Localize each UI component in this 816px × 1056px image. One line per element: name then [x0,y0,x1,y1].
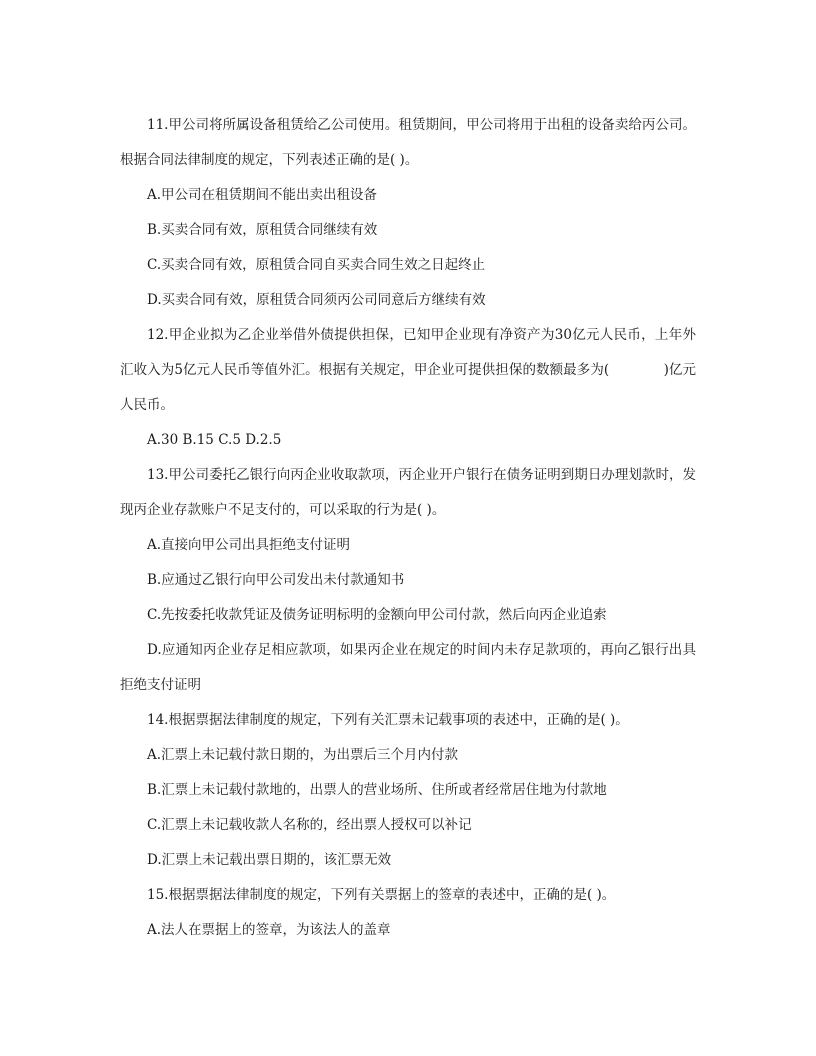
question-11-option-d: D.买卖合同有效，原租赁合同须丙公司同意后方继续有效 [147,292,486,308]
question-12-stem: 12.甲企业拟为乙企业举借外债提供担保，已知甲企业现有净资产为30亿元人民币，上年外汇收入为5亿元人民币等值外汇。根据有关规定，甲企业可提供担保的数额最多为( )亿元人民币。 [120,327,696,413]
question-13-option-d: D.应通知丙企业存足相应款项，如果丙企业在规定的时间内未存足款项的，再向乙银行出具拒绝支付证明 [120,642,696,693]
question-12-options: A.30 B.15 C.5 D.2.5 [147,432,282,448]
question-11-option-c: C.买卖合同有效，原租赁合同自买卖合同生效之日起终止 [147,257,486,273]
question-14-stem: 14.根据票据法律制度的规定，下列有关汇票未记载事项的表述中，正确的是( )。 [147,712,629,728]
question-13-option-a: A.直接向甲公司出具拒绝支付证明 [147,537,351,553]
question-13-option-c: C.先按委托收款凭证及债务证明标明的金额向甲公司付款，然后向丙企业追索 [147,607,607,623]
question-15-option-a: A.法人在票据上的签章，为该法人的盖章 [147,922,391,938]
question-13-option-b: B.应通过乙银行向甲公司发出未付款通知书 [147,572,405,588]
question-14-option-a: A.汇票上未记载付款日期的，为出票后三个月内付款 [147,747,459,763]
question-14-option-b: B.汇票上未记载付款地的，出票人的营业场所、住所或者经常居住地为付款地 [147,782,607,798]
question-11-option-a: A.甲公司在租赁期间不能出卖出租设备 [147,187,378,203]
question-15-stem: 15.根据票据法律制度的规定，下列有关票据上的签章的表述中，正确的是( )。 [147,887,616,903]
question-14-option-d: D.汇票上未记载出票日期的，该汇票无效 [147,852,392,868]
question-14-option-c: C.汇票上未记载收款人名称的，经出票人授权可以补记 [147,817,472,833]
question-11-stem: 11.甲公司将所属设备租赁给乙公司使用。租赁期间，甲公司将用于出租的设备卖给丙公司。根据合同法律制度的规定，下列表述正确的是( )。 [120,117,696,168]
document-body [120,108,696,948]
question-11-option-b: B.买卖合同有效，原租赁合同继续有效 [147,222,378,238]
question-13-stem: 13.甲公司委托乙银行向丙企业收取款项，丙企业开户银行在债务证明到期日办理划款时，发现丙企业存款账户不足支付的，可以采取的行为是( )。 [120,467,696,518]
